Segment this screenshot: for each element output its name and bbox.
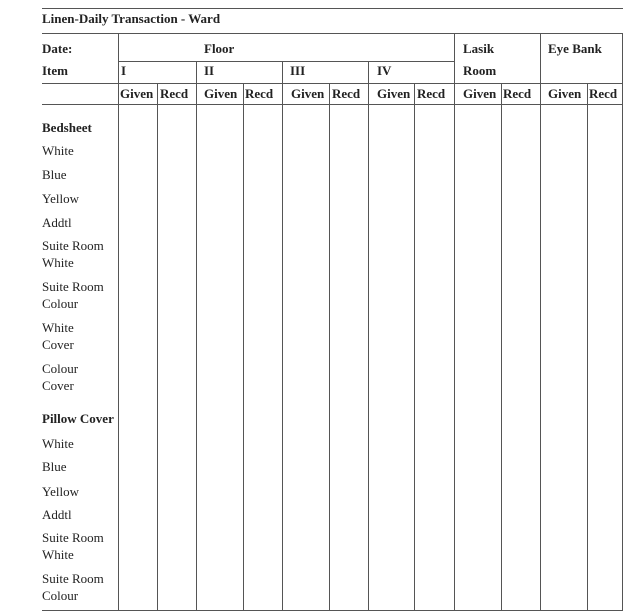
item-label: Colour Cover	[42, 361, 79, 393]
floor-label: Floor	[204, 41, 235, 56]
item-label: Suite Room White	[42, 530, 104, 562]
given-header: Given	[204, 86, 238, 101]
recd-header: Recd	[417, 86, 446, 101]
item-label: White Cover	[42, 320, 74, 352]
floor2-split-rule	[243, 83, 244, 610]
floor-3-label: III	[290, 63, 306, 78]
floor2-rule	[196, 61, 197, 610]
given-header: Given	[377, 86, 411, 101]
floor1-split-rule	[157, 83, 158, 610]
form-title: Linen-Daily Transaction - Ward	[42, 11, 221, 26]
floor-2-label: II	[204, 63, 215, 78]
item-label: Yellow	[42, 484, 79, 499]
floor3-split-rule	[329, 83, 330, 610]
recd-header: Recd	[160, 86, 189, 101]
eyebank-label: Eye Bank	[548, 41, 602, 56]
given-header: Given	[548, 86, 582, 101]
item-label: Yellow	[42, 191, 79, 206]
given-header: Given	[120, 86, 154, 101]
recd-header: Recd	[503, 86, 532, 101]
floor3-rule	[282, 61, 283, 610]
header-bottom-rule	[42, 104, 623, 105]
title-rule	[42, 33, 623, 34]
bottom-rule	[42, 610, 623, 611]
item-label: White	[42, 436, 74, 451]
floor-rule	[118, 61, 454, 62]
item-label: Suite Room Colour	[42, 571, 104, 603]
item-column-rule	[118, 33, 119, 610]
item-rule	[118, 83, 623, 84]
item-label: Blue	[42, 167, 67, 182]
eyebank-rule	[540, 33, 541, 610]
top-rule	[42, 8, 623, 9]
item-label: Suite Room Colour	[42, 279, 104, 311]
given-header: Given	[463, 86, 497, 101]
recd-header: Recd	[589, 86, 618, 101]
recd-header: Recd	[245, 86, 274, 101]
floor-1-label: I	[121, 63, 127, 78]
room-label: Room	[463, 63, 497, 78]
item-label: Suite Room White	[42, 238, 104, 270]
section-heading-pillow-cover: Pillow Cover	[42, 411, 114, 426]
lasik-rule	[454, 33, 455, 610]
item-label: White	[42, 143, 74, 158]
item-rule-left	[42, 83, 118, 84]
item-label: Addtl	[42, 215, 72, 230]
item-label: Addtl	[42, 507, 72, 522]
item-label: Item	[42, 63, 68, 78]
date-label: Date:	[42, 41, 73, 56]
right-edge-rule	[622, 33, 623, 610]
item-label: Blue	[42, 459, 67, 474]
given-header: Given	[291, 86, 325, 101]
lasik-split-rule	[501, 83, 502, 610]
lasik-label: Lasik	[463, 41, 495, 56]
recd-header: Recd	[332, 86, 361, 101]
floor4-split-rule	[414, 83, 415, 610]
floor4-rule	[368, 61, 369, 610]
floor-4-label: IV	[377, 63, 392, 78]
section-heading-bedsheet: Bedsheet	[42, 120, 92, 135]
eyebank-split-rule	[587, 83, 588, 610]
